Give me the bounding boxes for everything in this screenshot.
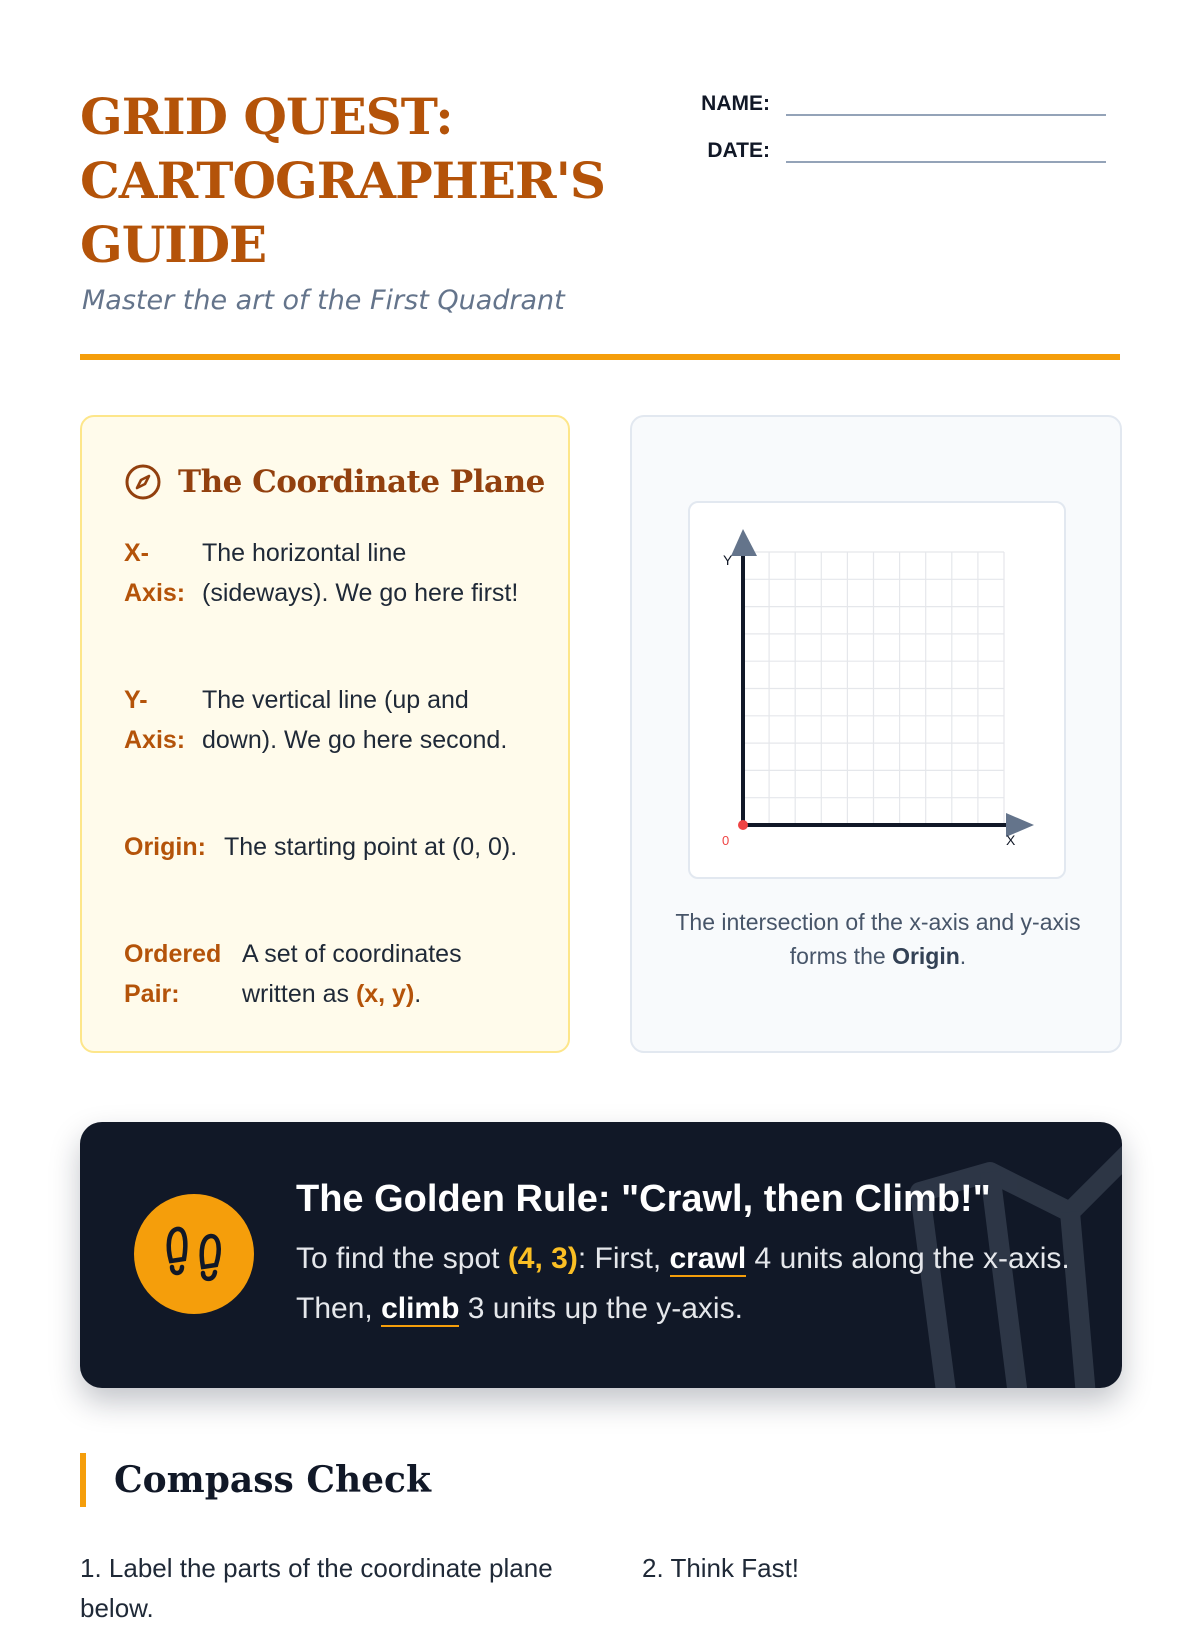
rule-point: (4, 3)	[507, 1242, 578, 1275]
graph-card	[630, 415, 1122, 1053]
date-label: DATE:	[707, 139, 770, 162]
name-label: NAME:	[701, 92, 770, 115]
definition-term: Ordered Pair:	[124, 940, 222, 1008]
worksheet-title	[80, 85, 640, 277]
golden-rule-banner	[80, 1122, 1122, 1388]
worksheet-subtitle: Master the art of the First Quadrant	[82, 285, 565, 316]
name-field[interactable]	[786, 86, 1106, 116]
definition-desc: The starting point at (0, 0).	[224, 833, 518, 861]
date-row	[680, 133, 1106, 163]
header-divider	[80, 354, 1120, 360]
definition-ordered-pair	[124, 934, 532, 1014]
x-axis-label: X	[1006, 832, 1016, 848]
rule-text: : First,	[577, 1242, 670, 1275]
desc-text: A set of coordinates written as	[242, 940, 462, 1008]
title-line: GRID QUEST:	[80, 87, 453, 146]
coordinate-plane-svg	[690, 503, 1064, 877]
y-axis-label: Y	[723, 552, 733, 568]
ordered-pair-notation: (x, y)	[355, 980, 415, 1008]
caption-origin: Origin	[892, 943, 960, 969]
definition-desc: The vertical line (up and down). We go here second.	[202, 686, 508, 754]
rule-text: 4 units along the x-axis. Then,	[296, 1242, 1070, 1325]
rule-crawl: crawl	[669, 1242, 747, 1275]
grid-lines	[743, 552, 1004, 825]
golden-rule-title: The Golden Rule: "Crawl, then Climb!"	[296, 1178, 991, 1220]
footprints-icon	[161, 1221, 227, 1287]
title-line: CARTOGRAPHER'S	[80, 151, 605, 210]
rule-text: 3 units up the y-axis.	[459, 1292, 743, 1325]
rule-text: To find the spot	[296, 1242, 508, 1275]
compass-check-title: Compass Check	[114, 1459, 431, 1501]
definitions-header	[124, 463, 545, 501]
definition-desc	[242, 934, 532, 1014]
question-2: 2. Think Fast!	[642, 1553, 800, 1583]
footprints-badge	[134, 1194, 254, 1314]
date-field[interactable]	[786, 133, 1106, 163]
section-accent-bar	[80, 1453, 86, 1507]
rule-climb: climb	[381, 1292, 460, 1325]
y-axis-arrow-icon	[731, 529, 757, 556]
definition-origin	[124, 827, 524, 867]
question-1: 1. Label the parts of the coordinate plane below.	[80, 1553, 553, 1623]
definition-term: X-Axis:	[124, 539, 186, 607]
definition-y-axis	[124, 680, 522, 760]
title-line: GUIDE	[80, 215, 267, 274]
caption-text: .	[959, 943, 967, 969]
desc-text: .	[414, 980, 422, 1008]
definitions-title: The Coordinate Plane	[178, 464, 545, 500]
caption-text: The intersection of the x-axis and y-axis forms the	[675, 909, 1081, 969]
definition-desc: The horizontal line (sideways). We go here first!	[202, 539, 519, 607]
coordinate-plane-diagram	[688, 501, 1066, 879]
definition-term: Origin:	[124, 833, 206, 861]
golden-rule-text	[296, 1234, 1076, 1334]
definition-x-axis	[124, 533, 522, 613]
name-row	[680, 86, 1106, 116]
graph-caption	[662, 905, 1094, 973]
origin-label: 0	[722, 833, 730, 848]
compass-icon	[124, 463, 162, 501]
definitions-card	[80, 415, 570, 1053]
definition-term: Y-Axis:	[124, 686, 186, 754]
origin-point	[738, 820, 748, 830]
